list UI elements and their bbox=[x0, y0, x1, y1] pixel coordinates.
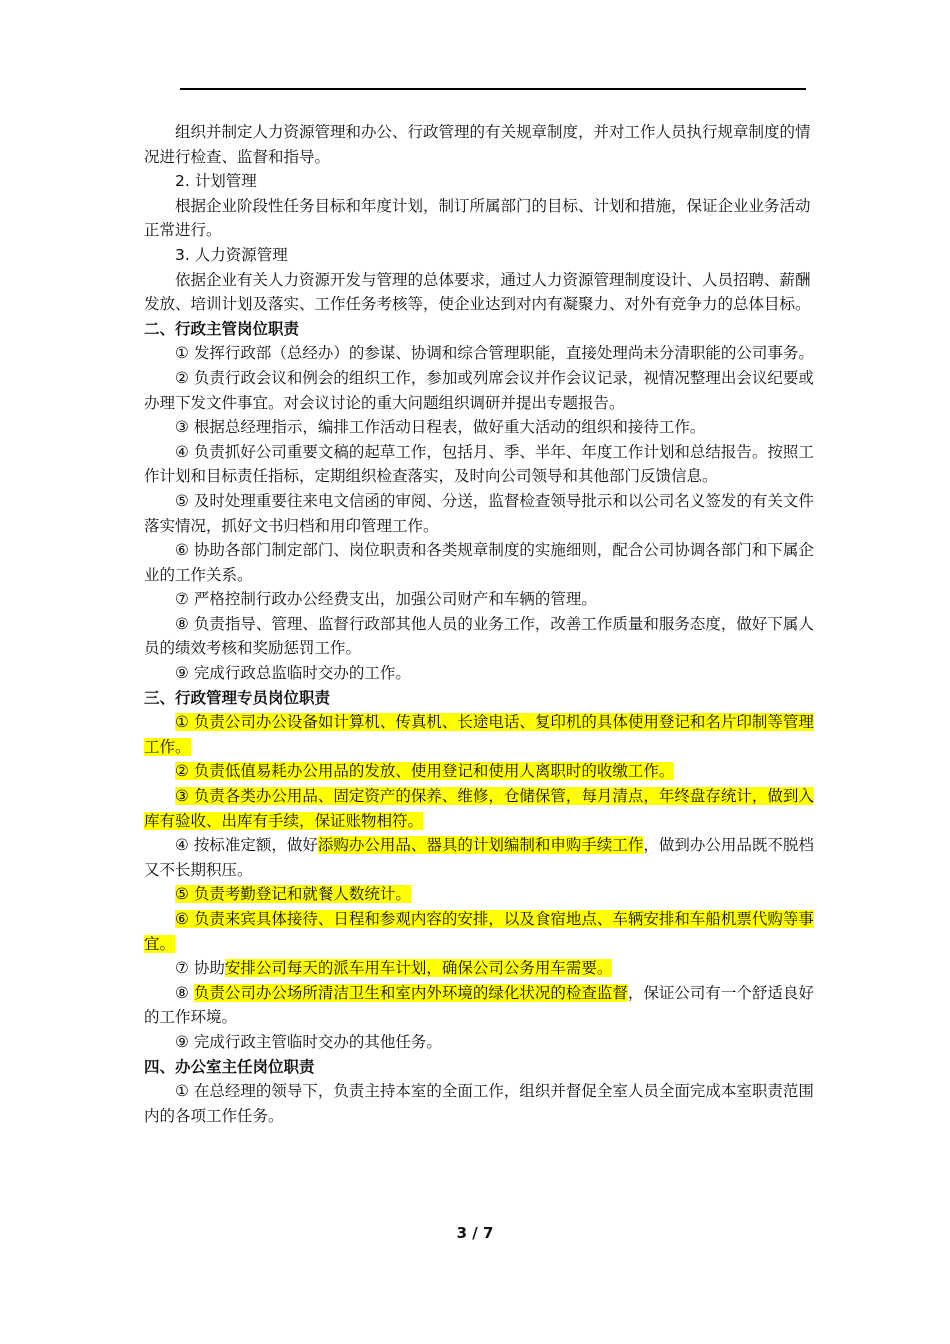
paragraph: 根据企业阶段性任务目标和年度计划，制订所属部门的目标、计划和措施，保证企业业务活动正常进行。 bbox=[144, 196, 811, 240]
list-item-text: ，保证公司有一个舒适良好的工作环境。 bbox=[144, 983, 814, 1027]
list-item bbox=[144, 956, 814, 981]
list-item bbox=[144, 710, 814, 759]
subheading-hr-management: 3. 人力资源管理 bbox=[175, 245, 288, 264]
list-item-text: ⑧ bbox=[175, 983, 194, 1002]
list-item: ④ 负责抓好公司重要文稿的起草工作，包括月、季、半年、年度工作计划和总结报告。按照工作计划和目标责任指标，定期组织检查落实，及时向公司领导和其他部门反馈信息。 bbox=[144, 442, 814, 486]
list-item bbox=[144, 759, 814, 784]
list-item bbox=[144, 981, 814, 1030]
highlighted-text: ⑤ 负责考勤登记和就餐人数统计。 bbox=[175, 885, 411, 904]
subheading-plan-management: 2. 计划管理 bbox=[175, 172, 257, 191]
section-heading-office-director: 四、办公室主任岗位职责 bbox=[144, 1057, 315, 1076]
paragraph: 依据企业有关人力资源开发与管理的总体要求，通过人力资源管理制度设计、人员招聘、薪酬发放、培训计划及落实、工作任务考核等，使企业达到对内有凝聚力、对外有竞争力的总体目标。 bbox=[144, 270, 811, 314]
highlighted-text: ⑥ 负责来宾具体接待、日程和参观内容的安排，以及食宿地点、车辆安排和车船机票代购等事宜。 bbox=[144, 910, 814, 953]
list-item: ⑦ 严格控制行政办公经费支出，加强公司财产和车辆的管理。 bbox=[175, 590, 597, 609]
highlighted-text: 负责公司办公场所清洁卫生和室内外环境的绿化状况的检查监督 bbox=[193, 983, 628, 1002]
list-item-text: ④ 按标准定额，做好 bbox=[175, 836, 318, 855]
list-item bbox=[144, 907, 814, 956]
list-item: ① 在总经理的领导下，负责主持本室的全面工作，组织并督促全室人员全面完成本室职责范围内的各项工作任务。 bbox=[144, 1082, 814, 1125]
section-heading-admin-specialist: 三、行政管理专员岗位职责 bbox=[144, 688, 331, 707]
header-rule bbox=[180, 88, 806, 90]
list-item: ① 发挥行政部（总经办）的参谋、协调和综合管理职能，直接处理尚未分清职能的公司事务。 bbox=[175, 344, 814, 363]
page-number: 3 / 7 bbox=[456, 1224, 494, 1242]
list-item: ② 负责行政会议和例会的组织工作，参加或列席会议并作会议记录，视情况整理出会议纪要或办理下发文件事宜。对会议讨论的重大问题组织调研并提出专题报告。 bbox=[144, 368, 814, 412]
list-item: ⑨ 完成行政总监临时交办的工作。 bbox=[175, 664, 411, 683]
paragraph: 组织并制定人力资源管理和办公、行政管理的有关规章制度，并对工作人员执行规章制度的情况进行检查、监督和指导。 bbox=[144, 123, 811, 166]
list-item: ⑤ 及时处理重要往来电文信函的审阅、分送，监督检查领导批示和以公司名义签发的有关文件落实情况，抓好文书归档和用印管理工作。 bbox=[144, 491, 814, 535]
highlighted-text: 安排公司每天的派车用车计划，确保公司公务用车需要。 bbox=[224, 959, 613, 978]
highlighted-text: ② 负责低值易耗办公用品的发放、使用登记和使用人离职时的收缴工作。 bbox=[175, 762, 675, 781]
list-item bbox=[144, 833, 814, 882]
list-item bbox=[144, 784, 814, 833]
section-heading-admin-supervisor: 二、行政主管岗位职责 bbox=[144, 319, 300, 338]
list-item: ③ 根据总经理指示，编排工作活动日程表，做好重大活动的组织和接待工作。 bbox=[175, 418, 706, 437]
list-item-text: ，做到办公用品既不脱档又不长期积压。 bbox=[144, 836, 814, 879]
list-item: ⑨ 完成行政主管临时交办的其他任务。 bbox=[175, 1032, 442, 1051]
highlighted-text: ③ 负责各类办公用品、固定资产的保养、维修，仓储保管，每月清点，年终盘存统计，做到入库有验收、出库有手续，保证账物相符。 bbox=[144, 787, 814, 830]
list-item: ⑥ 协助各部门制定部门、岗位职责和各类规章制度的实施细则，配合公司协调各部门和下属企业的工作关系。 bbox=[144, 541, 814, 584]
list-item bbox=[144, 882, 814, 907]
document-body bbox=[144, 120, 814, 1128]
list-item-text: ⑦ 协助 bbox=[175, 959, 225, 978]
highlighted-text: ① 负责公司办公设备如计算机、传真机、长途电话、复印机的具体使用登记和名片印制等管理工作。 bbox=[144, 713, 814, 756]
list-item: ⑧ 负责指导、管理、监督行政部其他人员的业务工作，改善工作质量和服务态度，做好下属人员的绩效考核和奖励惩罚工作。 bbox=[144, 614, 814, 658]
highlighted-text: 添购办公用品、器具的计划编制和申购手续工作 bbox=[317, 836, 644, 855]
